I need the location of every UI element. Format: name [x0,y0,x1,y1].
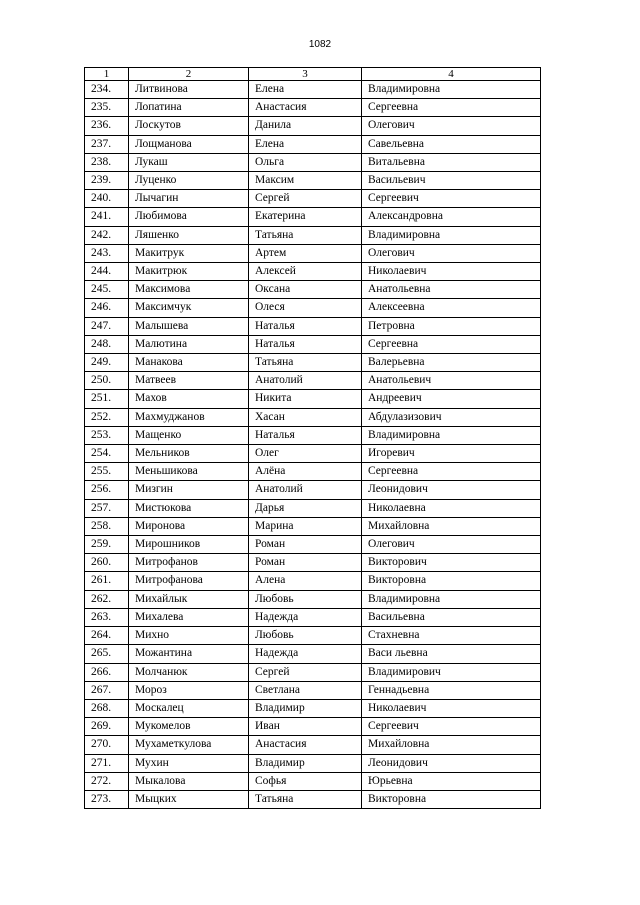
surname-cell: Манакова [129,354,249,372]
surname-cell: Любимова [129,208,249,226]
row-number: 266. [85,663,129,681]
table-row [85,554,541,572]
names-table [84,67,541,809]
first-name-cell: Татьяна [249,790,362,808]
row-number: 248. [85,335,129,353]
table-row [85,536,541,554]
table-row [85,263,541,281]
row-number: 265. [85,645,129,663]
row-number: 258. [85,517,129,535]
row-number: 259. [85,536,129,554]
first-name-cell: Никита [249,390,362,408]
table-header [85,68,541,81]
patronymic-cell: Андреевич [362,390,541,408]
first-name-cell: Елена [249,81,362,99]
row-number: 240. [85,190,129,208]
table-row [85,608,541,626]
row-number: 267. [85,681,129,699]
first-name-cell: Владимир [249,754,362,772]
patronymic-cell: Абдулазизович [362,408,541,426]
patronymic-cell: Михайловна [362,736,541,754]
patronymic-cell: Алексеевна [362,299,541,317]
table-row [85,426,541,444]
first-name-cell: Софья [249,772,362,790]
row-number: 268. [85,699,129,717]
surname-cell: Мистюкова [129,499,249,517]
row-number: 255. [85,463,129,481]
surname-cell: Молчанюк [129,663,249,681]
table-row [85,572,541,590]
row-number: 263. [85,608,129,626]
patronymic-cell: Олегович [362,117,541,135]
patronymic-cell: Владимировна [362,426,541,444]
first-name-cell: Анатолий [249,481,362,499]
patronymic-cell: Валерьевна [362,354,541,372]
first-name-cell: Сергей [249,663,362,681]
table-row [85,208,541,226]
first-name-cell: Наталья [249,335,362,353]
surname-cell: Мыцких [129,790,249,808]
patronymic-cell: Васильевич [362,172,541,190]
table-row [85,754,541,772]
patronymic-cell: Васильевна [362,608,541,626]
patronymic-cell: Васи льевна [362,645,541,663]
patronymic-cell: Олегович [362,244,541,262]
row-number: 264. [85,627,129,645]
surname-cell: Митрофанов [129,554,249,572]
patronymic-cell: Стахневна [362,627,541,645]
surname-cell: Луценко [129,172,249,190]
surname-cell: Мухин [129,754,249,772]
row-number: 249. [85,354,129,372]
patronymic-cell: Анатольевич [362,372,541,390]
row-number: 250. [85,372,129,390]
table-row [85,790,541,808]
row-number: 239. [85,172,129,190]
row-number: 261. [85,572,129,590]
table-row [85,153,541,171]
surname-cell: Лычагин [129,190,249,208]
row-number: 246. [85,299,129,317]
first-name-cell: Любовь [249,627,362,645]
first-name-cell: Алёна [249,463,362,481]
surname-cell: Лукаш [129,153,249,171]
patronymic-cell: Викторовна [362,790,541,808]
row-number: 252. [85,408,129,426]
table-row [85,390,541,408]
first-name-cell: Анатолий [249,372,362,390]
first-name-cell: Роман [249,536,362,554]
first-name-cell: Любовь [249,590,362,608]
table-row [85,517,541,535]
row-number: 244. [85,263,129,281]
surname-cell: Матвеев [129,372,249,390]
table-row [85,645,541,663]
table-row [85,590,541,608]
patronymic-cell: Савельевна [362,135,541,153]
table-row [85,499,541,517]
surname-cell: Меньшикова [129,463,249,481]
row-number: 260. [85,554,129,572]
surname-cell: Махмуджанов [129,408,249,426]
table-row [85,736,541,754]
patronymic-cell: Сергеевна [362,335,541,353]
surname-cell: Ляшенко [129,226,249,244]
patronymic-cell: Витальевна [362,153,541,171]
patronymic-cell: Геннадьевна [362,681,541,699]
surname-cell: Митрофанова [129,572,249,590]
first-name-cell: Анастасия [249,736,362,754]
patronymic-cell: Сергеевич [362,718,541,736]
table-row [85,226,541,244]
row-number: 257. [85,499,129,517]
page-number: 1082 [308,39,332,50]
table-row [85,627,541,645]
table-row [85,681,541,699]
row-number: 262. [85,590,129,608]
first-name-cell: Алена [249,572,362,590]
patronymic-cell: Сергеевич [362,190,541,208]
row-number: 253. [85,426,129,444]
table-row [85,190,541,208]
table-body [85,81,541,809]
first-name-cell: Дарья [249,499,362,517]
row-number: 271. [85,754,129,772]
surname-cell: Мащенко [129,426,249,444]
patronymic-cell: Николаевна [362,499,541,517]
patronymic-cell: Леонидович [362,754,541,772]
first-name-cell: Сергей [249,190,362,208]
patronymic-cell: Александровна [362,208,541,226]
first-name-cell: Елена [249,135,362,153]
row-number: 243. [85,244,129,262]
row-number: 242. [85,226,129,244]
surname-cell: Михно [129,627,249,645]
table-row [85,718,541,736]
row-number: 245. [85,281,129,299]
table-row [85,463,541,481]
patronymic-cell: Николаевич [362,263,541,281]
patronymic-cell: Сергеевна [362,99,541,117]
surname-cell: Лоскутов [129,117,249,135]
first-name-cell: Надежда [249,608,362,626]
table-row [85,354,541,372]
first-name-cell: Алексей [249,263,362,281]
column-header-number: 1 [85,68,129,81]
row-number: 254. [85,445,129,463]
table-row [85,117,541,135]
surname-cell: Москалец [129,699,249,717]
first-name-cell: Артем [249,244,362,262]
row-number: 251. [85,390,129,408]
header-row [85,68,541,81]
surname-cell: Литвинова [129,81,249,99]
table-row [85,335,541,353]
row-number: 236. [85,117,129,135]
column-header-first-name: 3 [249,68,362,81]
surname-cell: Лощманова [129,135,249,153]
patronymic-cell: Викторович [362,554,541,572]
table-row [85,244,541,262]
patronymic-cell: Владимировна [362,226,541,244]
table-row [85,372,541,390]
surname-cell: Мельников [129,445,249,463]
patronymic-cell: Владимировна [362,590,541,608]
first-name-cell: Роман [249,554,362,572]
surname-cell: Малышева [129,317,249,335]
surname-cell: Макитрук [129,244,249,262]
row-number: 256. [85,481,129,499]
row-number: 273. [85,790,129,808]
surname-cell: Лопатина [129,99,249,117]
surname-cell: Мирошников [129,536,249,554]
surname-cell: Можантина [129,645,249,663]
patronymic-cell: Игоревич [362,445,541,463]
first-name-cell: Татьяна [249,354,362,372]
surname-cell: Михалева [129,608,249,626]
row-number: 270. [85,736,129,754]
row-number: 234. [85,81,129,99]
first-name-cell: Татьяна [249,226,362,244]
table-row [85,772,541,790]
first-name-cell: Олеся [249,299,362,317]
row-number: 247. [85,317,129,335]
patronymic-cell: Владимировна [362,81,541,99]
surname-cell: Малютина [129,335,249,353]
surname-cell: Миронова [129,517,249,535]
table-row [85,281,541,299]
first-name-cell: Олег [249,445,362,463]
surname-cell: Михайлык [129,590,249,608]
table-row [85,481,541,499]
first-name-cell: Наталья [249,317,362,335]
surname-cell: Максимова [129,281,249,299]
surname-cell: Мизгин [129,481,249,499]
table-row [85,81,541,99]
first-name-cell: Екатерина [249,208,362,226]
patronymic-cell: Леонидович [362,481,541,499]
first-name-cell: Анастасия [249,99,362,117]
table-row [85,99,541,117]
patronymic-cell: Анатольевна [362,281,541,299]
first-name-cell: Максим [249,172,362,190]
first-name-cell: Надежда [249,645,362,663]
first-name-cell: Данила [249,117,362,135]
row-number: 241. [85,208,129,226]
row-number: 238. [85,153,129,171]
surname-cell: Мухаметкулова [129,736,249,754]
patronymic-cell: Михайловна [362,517,541,535]
row-number: 272. [85,772,129,790]
surname-cell: Мороз [129,681,249,699]
surname-cell: Максимчук [129,299,249,317]
first-name-cell: Хасан [249,408,362,426]
surname-cell: Махов [129,390,249,408]
table-row [85,135,541,153]
table-row [85,699,541,717]
patronymic-cell: Петровна [362,317,541,335]
table-row [85,663,541,681]
table-row [85,408,541,426]
table-row [85,299,541,317]
table-row [85,317,541,335]
patronymic-cell: Юрьевна [362,772,541,790]
patronymic-cell: Сергеевна [362,463,541,481]
first-name-cell: Оксана [249,281,362,299]
table-row [85,172,541,190]
surname-cell: Мыкалова [129,772,249,790]
first-name-cell: Марина [249,517,362,535]
first-name-cell: Ольга [249,153,362,171]
patronymic-cell: Николаевич [362,699,541,717]
column-header-patronymic: 4 [362,68,541,81]
surname-cell: Макитрюк [129,263,249,281]
patronymic-cell: Викторовна [362,572,541,590]
row-number: 237. [85,135,129,153]
row-number: 235. [85,99,129,117]
column-header-surname: 2 [129,68,249,81]
first-name-cell: Владимир [249,699,362,717]
first-name-cell: Иван [249,718,362,736]
surname-cell: Мукомелов [129,718,249,736]
patronymic-cell: Олегович [362,536,541,554]
patronymic-cell: Владимирович [362,663,541,681]
first-name-cell: Светлана [249,681,362,699]
table-row [85,445,541,463]
row-number: 269. [85,718,129,736]
first-name-cell: Наталья [249,426,362,444]
